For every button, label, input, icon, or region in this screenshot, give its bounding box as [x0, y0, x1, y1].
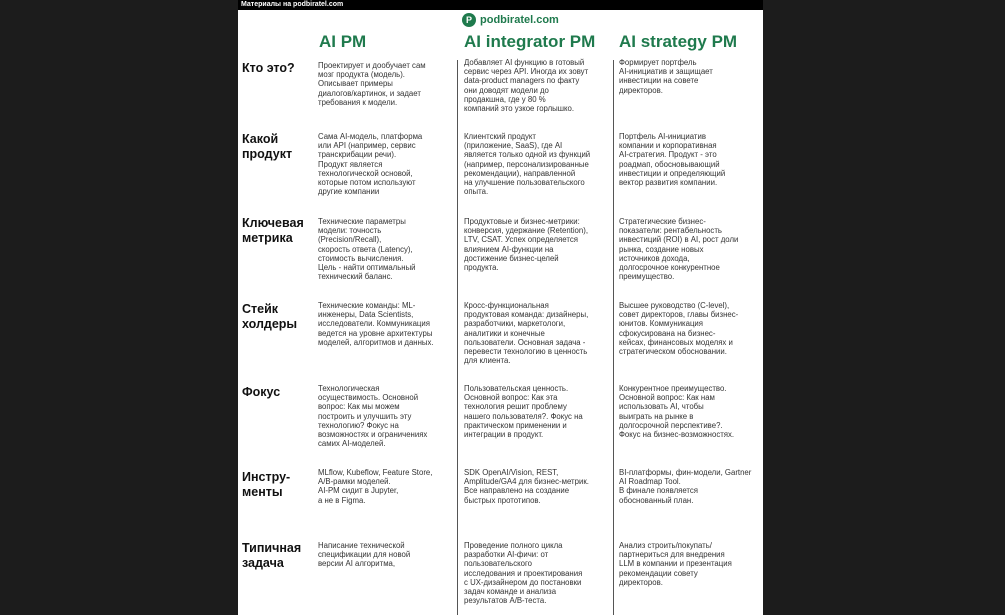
- row-label-stakeholders: Стейк холдеры: [242, 302, 298, 331]
- cell-ai-pm-task: Написание технической спецификации для новой версии AI алгоритма,: [318, 541, 411, 569]
- column-header-ai-strategy-pm: AI strategy PM: [619, 32, 738, 51]
- cell-strategy-who: Формирует портфель AI-инициатив и защищает инвестиции на совете директоров.: [619, 58, 713, 95]
- cell-ai-pm-focus: Технологическая осуществимость. Основной вопрос: Как мы можем построить и улучшить эту технологию? Фокус на возможностях и ограничениях самих AI-моделей.: [318, 384, 428, 449]
- cell-ai-pm-metric: Технические параметры модели: точность (Precision/Recall), скорость ответа (Latency), стоимость вычисления. Цель - найти оптимальный технический баланс.: [318, 217, 416, 282]
- cell-strategy-product: Портфель AI-инициатив компании и корпоративная AI-стратегия. Продукт - это роадмап, обосновывающий инвестиции и определяющий вектор развития компании.: [619, 132, 726, 188]
- cell-strategy-stakeholders: Высшее руководство (C-level), совет директоров, главы бизнес- юнитов. Коммуникация сфокусирована на бизнес- кейсах, финансовых моделях и стратегическом обосновании.: [619, 301, 739, 357]
- cell-integrator-tools: SDK OpenAI/Vision, REST, Amplitude/GA4 для бизнес-метрик. Все направлено на создание быстрых прототипов.: [464, 468, 589, 505]
- cell-strategy-task: Анализ строить/покупать/ партнериться для внедрения LLM в компании и презентация рекомендации совету директоров.: [619, 541, 732, 587]
- document-page: [238, 0, 763, 615]
- row-label-task: Типичная задача: [242, 541, 302, 570]
- cell-ai-pm-tools: MLflow, Kubeflow, Feature Store, A/B-рамки моделей. AI-PM сидит в Jupyter, а не в Figma.: [318, 468, 433, 505]
- cell-integrator-metric: Продуктовые и бизнес-метрики: конверсия, удержание (Retention), LTV, CSAT. Успех определяется влиянием AI-функции на достижение бизнес-целей продукта.: [464, 217, 588, 273]
- brand[interactable]: [462, 12, 559, 28]
- cell-ai-pm-stakeholders: Технические команды: ML- инженеры, Data Scientists, исследователи. Коммуникация ведется на уровне архитектуры моделей, алгоритмов и данных.: [318, 301, 434, 347]
- cell-strategy-tools: BI-платформы, фин-модели, Gartner AI Roadmap Tool. В финале появляется обоснованный план.: [619, 468, 752, 505]
- row-label-metric: Ключевая метрика: [242, 216, 304, 245]
- column-header-ai-integrator-pm: AI integrator PM: [464, 32, 596, 51]
- cell-integrator-stakeholders: Кросс-функциональная продуктовая команда: дизайнеры, разработчики, маркетологи, аналитики и конечные пользователи. Основная задача - перевести технологию в ценность для клиента.: [464, 301, 589, 366]
- cell-strategy-metric: Стратегические бизнес- показатели: рентабельность инвестиций (ROI) в AI, рост доли рынка, создание новых источников дохода, долгосрочное конкурентное преимущество.: [619, 217, 739, 282]
- cell-integrator-product: Клиентский продукт (приложение, SaaS), где AI является только одной из функций (например, персонализированные рекомендации), направленной на улучшение пользовательского опыта.: [464, 132, 591, 197]
- column-header-ai-pm: AI PM: [319, 32, 367, 51]
- podbiratel-logo-icon: P: [462, 13, 476, 27]
- brand-name: podbiratel.com: [480, 14, 559, 26]
- cell-ai-pm-product: Сама AI-модель, платформа или API (например, сервис транскрибации речи). Продукт является технологической основой, которые потом используют другие компании: [318, 132, 423, 197]
- row-label-who: Кто это?: [242, 61, 295, 75]
- row-label-focus: Фокус: [242, 385, 281, 399]
- cell-ai-pm-who: Проектирует и дообучает сам мозг продукта (модель). Описывает примеры диалогов/картинок, и задает требования к модели.: [318, 61, 426, 107]
- cell-integrator-focus: Пользовательская ценность. Основной вопрос: Как эта технология решит проблему нашего пользователя?. Фокус на практическом применении и интеграции в продукт.: [464, 384, 583, 440]
- cell-integrator-task: Проведение полного цикла разработки AI-фичи: от пользовательского исследования и проектирования с UX-дизайнером до постановки задач команде и анализа результатов A/B-теста.: [464, 541, 583, 606]
- row-label-product: Какой продукт: [242, 132, 293, 161]
- source-banner: Материалы на podbiratel.com: [238, 0, 763, 10]
- cell-integrator-who: Добавляет AI функцию в готовый сервис через API. Иногда их зовут data-product managers по факту они доводят модели до продакшна, где у 80 % компаний это узкое горлышко.: [464, 58, 589, 114]
- cell-strategy-focus: Конкурентное преимущество. Основной вопрос: Как нам использовать AI, чтобы выиграть на рынке в долгосрочной перспективе?. Фокус на бизнес-возможностях.: [619, 384, 735, 440]
- row-label-tools: Инстру- менты: [242, 470, 291, 499]
